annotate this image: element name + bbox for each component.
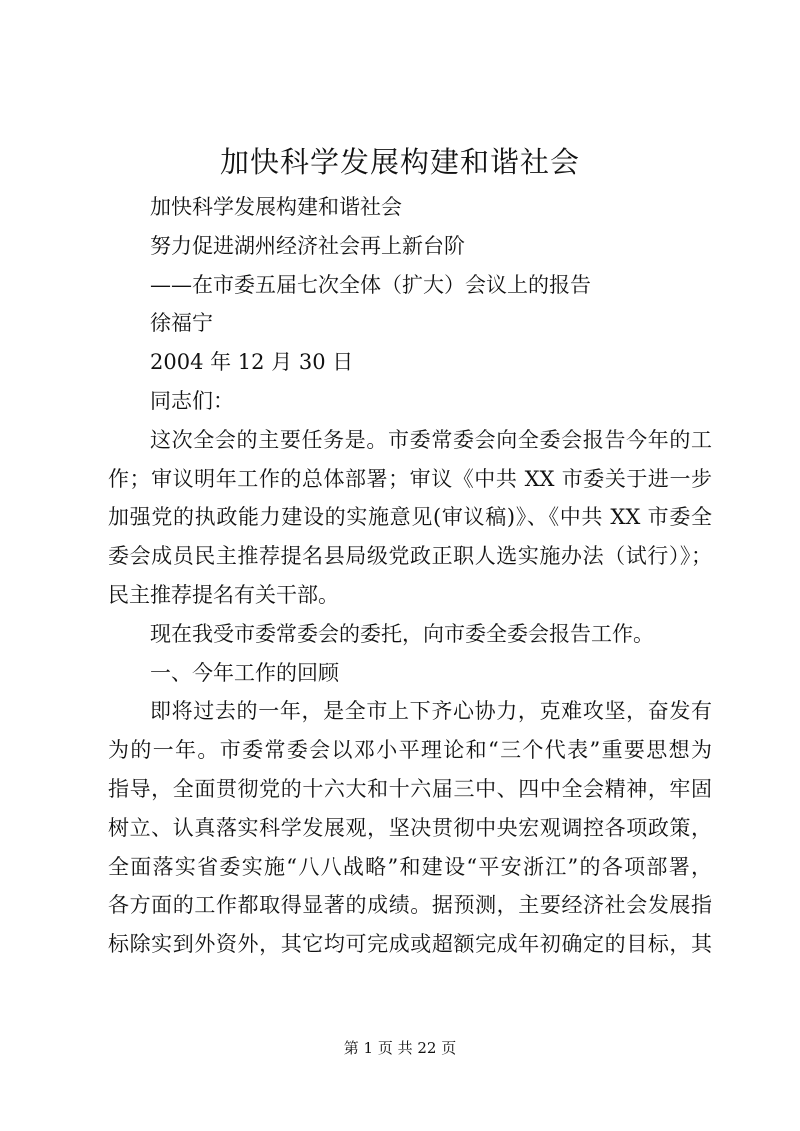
paragraph-line: 标除实到外资外，其它均可完成或超额完成年初确定的目标，其 <box>108 932 712 957</box>
subtitle-line: ——在市委五届七次全体（扩大）会议上的报告 <box>150 272 591 297</box>
paragraph-line: 民主推荐提名有关干部。 <box>108 582 339 607</box>
paragraph-line: 树立、认真落实科学发展观，坚决贯彻中央宏观调控各项政策， <box>108 815 712 840</box>
author-line: 徐福宁 <box>150 311 213 336</box>
paragraph-line: 全面落实省委实施“八八战略”和建设“平安浙江”的各项部署， <box>108 854 712 879</box>
paragraph-line: 作；审议明年工作的总体部署；审议《中共 XX 市委关于进一步 <box>108 466 712 491</box>
document-title: 加快科学发展构建和谐社会 <box>219 145 580 179</box>
page-footer: 第 1 页 共 22 页 <box>343 1039 457 1057</box>
subtitle-line: 努力促进湖州经济社会再上新台阶 <box>150 233 465 258</box>
paragraph-line: 加强党的执政能力建设的实施意见(审议稿)》、《中共 XX 市委全 <box>108 505 712 530</box>
paragraph-line: 委会成员民主推荐提名县局级党政正职人选实施办法（试行）》； <box>108 544 712 569</box>
subtitle-line: 加快科学发展构建和谐社会 <box>150 195 402 219</box>
section-heading: 一、今年工作的回顾 <box>150 660 339 685</box>
paragraph-line: 为的一年。市委常委会以邓小平理论和“三个代表”重要思想为 <box>108 738 712 763</box>
salutation-line: 同志们： <box>150 388 234 413</box>
date-line: 2004 年 12 月 30 日 <box>150 350 354 375</box>
paragraph-line: 即将过去的一年，是全市上下齐心协力，克难攻坚，奋发有 <box>150 699 712 724</box>
paragraph-line: 各方面的工作都取得显著的成绩。据预测，主要经济社会发展指 <box>108 893 712 918</box>
paragraph-line: 指导，全面贯彻党的十六大和十六届三中、四中全会精神，牢固 <box>108 776 712 801</box>
paragraph-line: 这次全会的主要任务是。市委常委会向全委会报告今年的工 <box>150 427 712 452</box>
paragraph-line: 现在我受市委常委会的委托，向市委全委会报告工作。 <box>150 621 654 646</box>
document-body <box>108 188 712 964</box>
